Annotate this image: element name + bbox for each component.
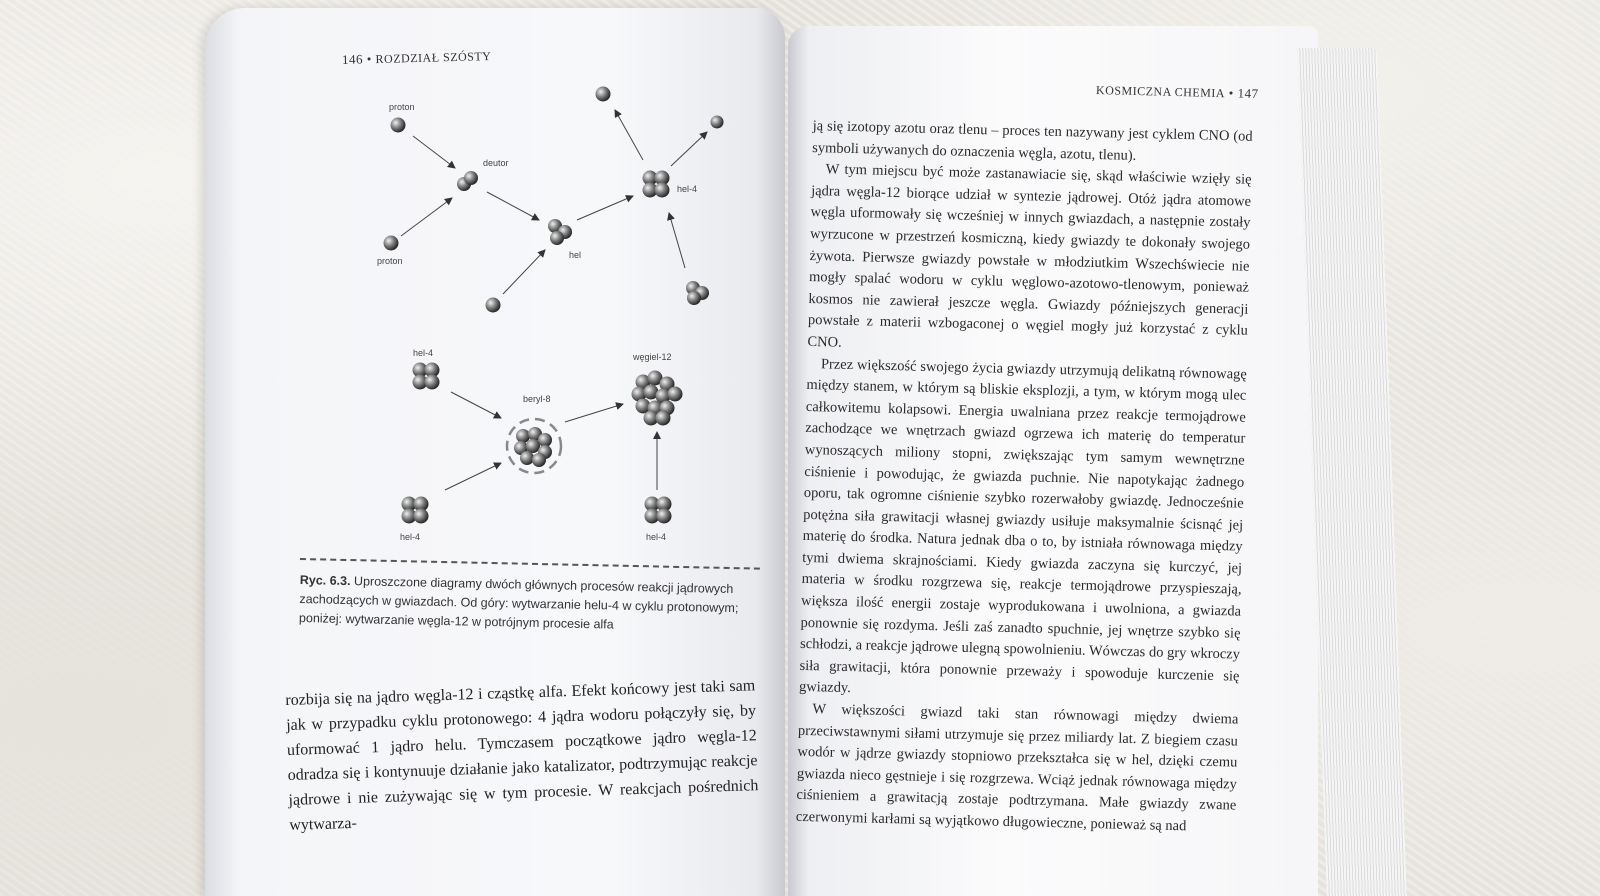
right-paragraph-2: W tym miejscu być może zastanawiacie się, skąd właściwie wzięły się jądra węgla-12 biorące udział w syntezie jądrowej. Otóż jądra atomowe węgla uformowały się wcześniej w innych gwiazdach, a następnie zostały wyrzucone w przestrzeń kosmiczną, kiedy gwiazdy te dokonały swojego żywota. Pierwsze gwiazdy powstałe w młodziutkim Wszechświecie nie mogły spalać wodoru w cyklu węglowo-azotowo-tlenowym, ponieważ kosmos nie zawierał jeszcze węgla. Gwiazdy późniejszych generacji powstałe z materii wzbogaconej o węgiel mogły już korzystać z cyklu CNO. xyxy=(807,161,1252,351)
right-paragraph-3: Przez większość swojego życia gwiazdy utrzymują delikatną równowagę między stanem, w którym są bliskie eksplozji, a tym, w którym mogą ulec całkowitemu kolapsowi. Energia uwalniana przez reakcje termojądrowe zachodzące we wnętrzach gwiazd ogrzewa ich materię do temperatur wynoszących miliony stopni, zwiększając tym samym wewnętrzne ciśnienie i powodując, że gwiazda puchnie. Nie napotykając żadnego oporu, tak ogromne ciśnienie szybko rozerwałoby gwiazdę. Jednocześnie potężna siła grawitacji własnej gwiazdy usiłuje maksymalnie ścisnąć jej materię do środka. Natura jednak dba o to, by istniała równowaga między tymi dwiema skrajnościami. Kiedy gwiazda zaczyna się kurczyć, jej materia w środku rozgrzewa się, reakcje termojądrowe przyspieszają, większa ilość energii zostaje wyprodukowana i uwolniona, a gwiazda ponownie się rozdyma. Jeśli zaś zanadto spuchnie, jej wnętrze szybko się schłodzi, a reakcje jądrowe ulegną spowolnieniu. Wówczas do gry wkroczy siła grawitacji, która ponownie przeważy i spowoduje kurczenie się gwiazdy. xyxy=(798,355,1248,697)
label-hel4-top: hel-4 xyxy=(677,184,698,194)
label-hel4-a: hel-4 xyxy=(413,348,434,358)
proton-top-nucleus xyxy=(391,118,406,133)
label-wegiel12: węgiel-12 xyxy=(633,352,672,362)
wegiel12-nucleus xyxy=(632,371,683,426)
hel4-c-nucleus xyxy=(645,497,672,524)
hel-nucleus xyxy=(548,219,572,245)
right-page-number: 147 xyxy=(1237,85,1259,101)
hel4-top-nucleus xyxy=(643,171,670,198)
header-bullet: • xyxy=(366,51,373,67)
label-beryl8: beryl-8 xyxy=(523,394,551,404)
label-proton-top: proton xyxy=(389,102,415,112)
right-page xyxy=(788,26,1318,896)
ejected-proton-nucleus xyxy=(596,87,611,102)
right-page-header xyxy=(1096,82,1259,102)
label-hel4-b: hel-4 xyxy=(400,532,421,542)
deutor-nucleus xyxy=(457,171,478,191)
hel4-b-nucleus xyxy=(402,497,429,524)
left-page xyxy=(205,8,785,896)
label-proton-bottom: proton xyxy=(377,256,403,266)
hel4-a-nucleus xyxy=(413,363,440,390)
label-hel: hel xyxy=(569,250,582,260)
left-paragraph: rozbija się na jądro węgla-12 i cząstkę alfa. Efekt końcowy jest taki sam jak w przypadku cyklu protonowego: 4 jądra wodoru połączyły się, by uformować 1 jądro helu. Tymczasem początkowe jądro węgla-12 odradza się i kontynuuje działanie jako katalizator, podtrzymując reakcje jądrowe i nie zużywając się w tym procesie. W reakcjach pośrednich wytwarza- xyxy=(285,677,759,834)
label-deutor: deutor xyxy=(483,158,509,168)
proton-bottom-nucleus xyxy=(384,236,399,251)
right-paragraph-1: ją się izotopy azotu oraz tlenu – proces ten nazywany jest cyklem CNO (od symboli używanych do oznaczenia węgla, azotu, tlenu). xyxy=(812,117,1253,164)
caption-label: Ryc. 6.3. xyxy=(299,572,351,589)
ejected-proton-nucleus-2 xyxy=(711,116,724,129)
label-hel4-c: hel-4 xyxy=(646,532,667,542)
reaction-arrows xyxy=(401,110,707,490)
left-body-text xyxy=(285,673,759,838)
right-body-text xyxy=(796,116,1253,839)
figure-caption xyxy=(299,571,760,638)
left-section-title: ROZDZIAŁ SZÓSTY xyxy=(375,49,492,67)
right-paragraph-4: W większości gwiazd taki stan równowagi między dwiema przeciwstawnymi siłami utrzymuje się przez miliardy lat. Z biegiem czasu wodór w jądrze gwiazdy stopniowo przekształca się w hel, dzięki czemu gwiazda nieco gęstnieje i się rozgrzewa. Wciąż jednak równowaga między ciśnieniem a grawitacją zostaje podtrzymana. Małe gwiazdy zwane czerwonymi karłami są wyjątkowo długowieczne, ponieważ są nad xyxy=(795,701,1239,835)
caption-text: Uproszczone diagramy dwóch głównych procesów reakcji jądrowych zachodzących w gwiazdach. Od góry: wytwarzanie helu-4 w cyklu protonowym; poniżej: wytwarzanie węgla-12 w potrójnym procesie alfa xyxy=(298,574,739,632)
proton-free-nucleus xyxy=(486,298,501,313)
header-bullet: • xyxy=(1228,85,1235,101)
right-section-title: KOSMICZNA CHEMIA xyxy=(1095,83,1226,101)
left-page-number: 146 xyxy=(341,51,364,67)
beryl8-nucleus xyxy=(514,427,552,467)
nuclear-reaction-diagram xyxy=(205,8,785,568)
hel3-nucleus xyxy=(686,281,709,305)
